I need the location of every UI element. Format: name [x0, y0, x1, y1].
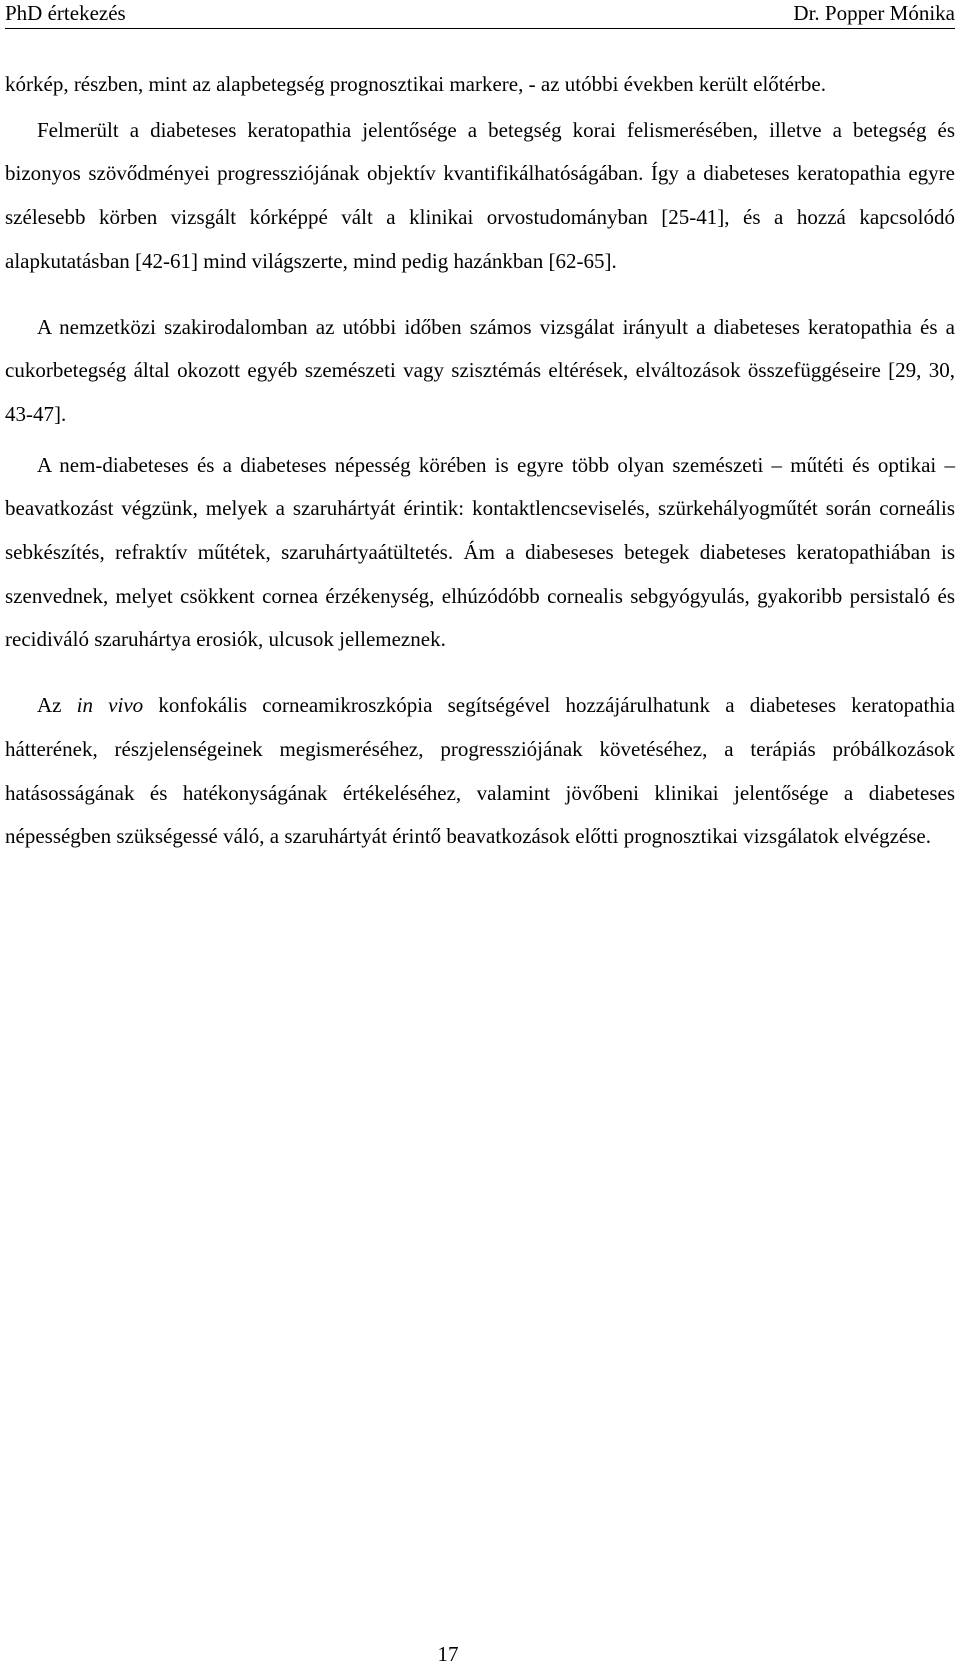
paragraph-3: A nemzetközi szakirodalomban az utóbbi időben számos vizsgálat irányult a diabeteses keratopathia és a cukorbetegség által okozott egyéb szemészeti vagy szisztémás eltérések, elváltozások összefüggéseire [29, 30, 43-47]. [5, 314, 955, 426]
paragraph-5-italic: in vivo [76, 693, 144, 718]
page-header [5, 0, 955, 29]
paragraph-2: Felmerült a diabeteses keratopathia jelentősége a betegség korai felismerésében, illetve a betegség és bizonyos szövődményei progressziójának objektív kvantifikálhatóságában. Így a diabeteses keratopathia egyre szélesebb körben vizsgált kórképpé vált a klinikai orvostudományban [25-41], és a hozzá kapcsolódó alapkutatásban [42-61] mind világszerte, mind pedig hazánkban [62-65]. [5, 117, 955, 273]
paragraph-5-end: konfokális corneamikroszkópia segítségével hozzájárulhatunk a diabeteses keratopathia hátterének, részjelenségeinek megismeréséhez, progressziójának követéséhez, a terápiás próbálkozások hatásosságának és hatékonyságának értékeléséhez, valamint jövőbeni klinikai jelentősége a diabeteses népességben szükségessé váló, a szaruhártyát érintő beavatkozások előtti prognosztikai vizsgálatok elvégzése. [5, 693, 955, 849]
page-number: 17 [437, 1642, 459, 1666]
header-author: Dr. Popper Mónika [793, 1, 955, 25]
paragraph-5 [5, 684, 955, 859]
paragraph-4: A nem-diabeteses és a diabeteses népesség körében is egyre több olyan szemészeti – műtéti és optikai – beavatkozást végzünk, melyek a szaruhártyát érintik: kontaktlencseviselés, szürkehályogműtét során corneális sebkészítés, refraktív műtétek, szaruhártyaátültetés. Ám a diabeseses betegek diabeteses keratopathiában is szenvednek, melyet csökkent cornea érzékenység, elhúzódóbb cornealis sebgyógyulás, gyakoribb persistaló és recidiváló szaruhártya erosiók, ulcusok jellemeznek. [5, 452, 955, 652]
body-text [5, 63, 955, 859]
header-title: PhD értekezés [5, 1, 126, 25]
paragraph-5-start: Az [37, 693, 77, 718]
paragraph-1: kórkép, részben, mint az alapbetegség prognosztikai markere, - az utóbbi években került előtérbe. [5, 72, 826, 96]
